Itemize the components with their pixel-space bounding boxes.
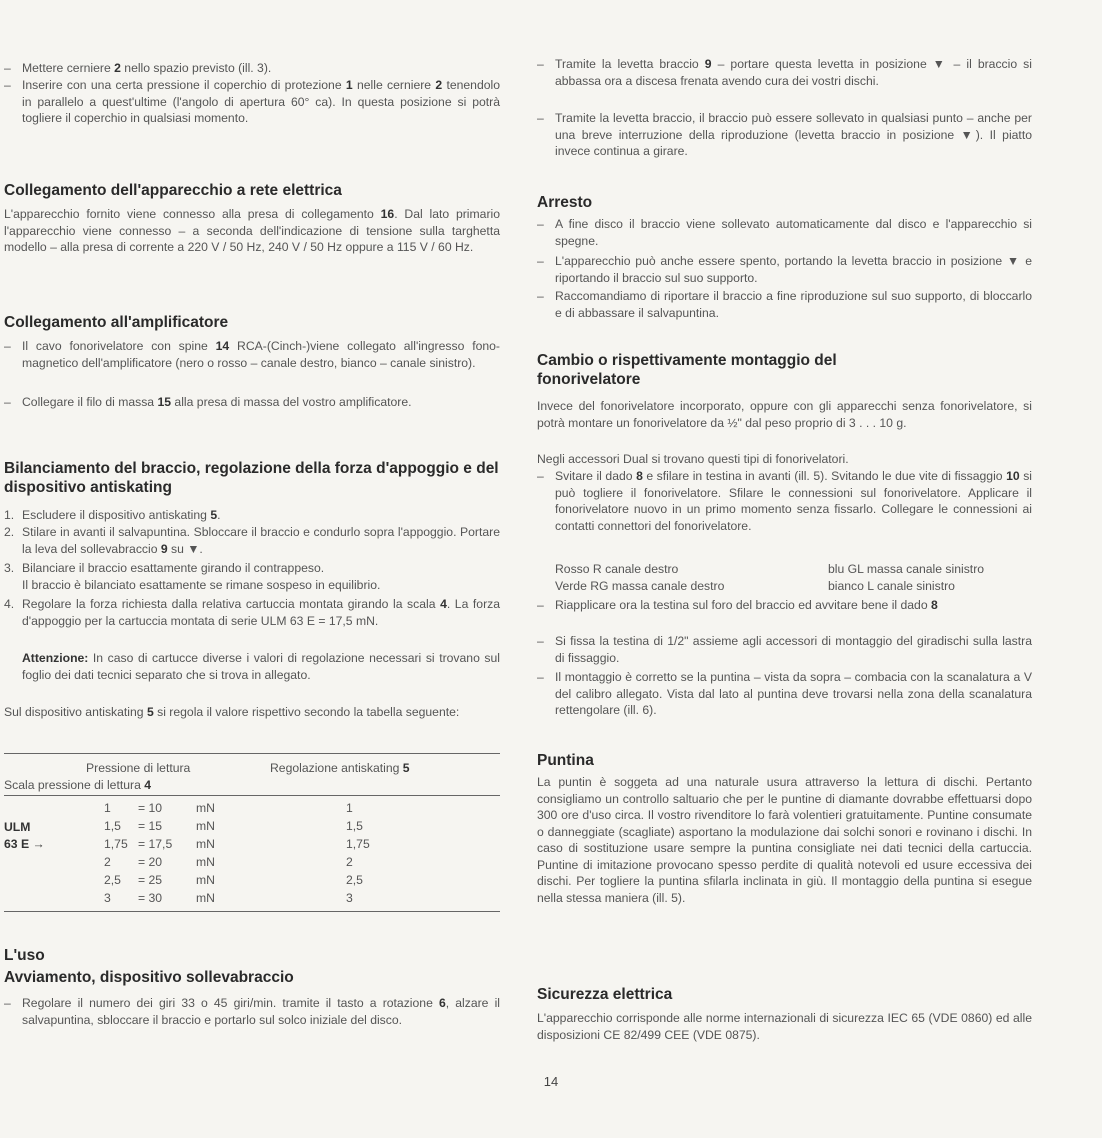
table-cell-force: = 17,5 — [138, 837, 173, 851]
antiskating-text: Sul dispositivo antiskating 5 si regola il valore rispettivo secondo la tabella seguente: — [4, 705, 460, 719]
table-cell-unit: mN — [196, 819, 215, 833]
table-cell-scale: 1 — [104, 801, 111, 815]
table-cell-antiskating: 1,5 — [346, 819, 363, 833]
heading-tonearm-balance: Bilanciamento del braccio, regolazione della forza d'appoggio e del dispositivo antiskating — [4, 460, 499, 496]
heading-amplifier-connection: Collegamento all'amplificatore — [4, 314, 229, 331]
table-cell-force: = 10 — [138, 801, 163, 815]
lift-lower-instruction: – Tramite la levetta braccio 9 – portare questa levetta in posizione ▼ – il braccio si abbassa ora a discesa frenata avendo cura dei vostri dischi. — [537, 56, 1032, 89]
table-header-scale: Scala pressione di lettura 4 — [4, 778, 152, 792]
table-cell-scale: 2 — [104, 855, 111, 869]
heading-startup: Avviamento, dispositivo sollevabraccio — [4, 969, 294, 986]
table-cell-unit: mN — [196, 891, 215, 905]
table-cell-scale: 3 — [104, 891, 111, 905]
table-cell-unit: mN — [196, 855, 215, 869]
table-cell-force: = 20 — [138, 855, 163, 869]
lift-raise-instruction: – Tramite la levetta braccio, il braccio può essere sollevato in qualsiasi punto – anche per una breve interruzione della riproduzione (levetta braccio in posizione ▼). Il piatto invece continua a girare. — [537, 110, 1032, 160]
table-cartridge-label: ULM — [4, 820, 31, 834]
electrical-safety-text: L'apparecchio corrisponde alle norme internazionali di sicurezza IEC 65 (VDE 0860) ed alle disposizioni CE 82/499 CEE (VDE 0875). — [537, 1011, 1032, 1042]
balance-step-4: 4. Regolare la forza richiesta dalla relativa cartuccia montata girando la scala 4. La forza d'appoggio per la cartuccia montata di serie ULM 63 E = 17,5 mN. — [4, 597, 501, 628]
table-header-antiskating: Regolazione antiskating 5 — [270, 761, 410, 775]
antiskating-table — [4, 753, 500, 913]
wire-white: bianco L canale sinistro — [828, 579, 955, 593]
mains-connection-text: L'apparecchio fornito viene connesso alla presa di collegamento 16. Dal lato primario l'apparecchio viene connesso – a seconda dell'indicazione di tensione sulla targhetta modello – alla presa di corrente a 220 V / 50 Hz, 240 V / 50 Hz oppure a 115 V / 60 Hz. — [4, 207, 500, 254]
table-cell-force: = 25 — [138, 873, 163, 887]
balance-step-1: 1. Escludere il dispositivo antiskating 5. — [4, 508, 221, 522]
stop-item: – L'apparecchio può anche essere spento, portando la levetta braccio in posizione ▼ e riportando il braccio sul suo supporto. — [537, 253, 1032, 286]
table-cell-unit: mN — [196, 873, 215, 887]
wire-green: Verde RG massa canale destro — [555, 579, 725, 593]
heading-use: L'uso — [4, 947, 45, 964]
table-rule-header — [4, 795, 500, 796]
wire-red: Rosso R canale destro — [555, 562, 679, 576]
cartridge-step-check: – Il montaggio è corretto se la puntina – vista da sopra – combacia con la scanalatura a V del calibro allegato. Vista dal lato al puntina deve trovarsi nella zona della scanalatura rettengolare (ill. 6). — [537, 669, 1032, 719]
table-cell-unit: mN — [196, 837, 215, 851]
table-cell-scale: 2,5 — [104, 873, 121, 887]
table-cell-force: = 15 — [138, 819, 163, 833]
cartridge-accessories-note: Negli accessori Dual si trovano questi tipi di fonorivelatori. — [537, 452, 849, 466]
heading-stop: Arresto — [537, 194, 593, 211]
table-cell-antiskating: 3 — [346, 891, 353, 905]
heading-mains-connection: Collegamento dell'apparecchio a rete elettrica — [4, 182, 342, 199]
page-number: 14 — [543, 1074, 559, 1089]
table-cell-scale: 1,75 — [104, 837, 128, 851]
instruction-hinges: – Mettere cerniere 2 nello spazio previsto (ill. 3). — [4, 60, 500, 77]
instruction-cover: – Inserire con una certa pressione il coperchio di protezione 1 nelle cerniere 2 tenendolo in parallelo a quest'ultime (l'angolo di apertura 60° ca). In questa posizione si potrà togliere il coperchio in qualsiasi momento. — [4, 77, 500, 127]
table-cell-unit: mN — [196, 801, 215, 815]
startup-instruction: – Regolare il numero dei giri 33 o 45 giri/min. tramite il tasto a rotazione 6, alzare il salvapuntina, sbloccare il braccio e portarlo sul solco iniziale del disco. — [4, 995, 500, 1028]
table-header-pressure: Pressione di lettura — [86, 761, 191, 775]
cartridge-step-reattach: – Riapplicare ora la testina sul foro del braccio ed avvitare bene il dado 8 — [537, 597, 1032, 614]
table-cell-antiskating: 1 — [346, 801, 353, 815]
attention-note: Attenzione: In caso di cartucce diverse i valori di regolazione necessari si trovano sul foglio dei dati tecnici separato che si trova in allegato. — [22, 651, 500, 682]
stop-item: – A fine disco il braccio viene sollevato automaticamente dal disco e l'apparecchio si spegne. — [537, 216, 1032, 249]
cartridge-step-remove: – Svitare il dado 8 e sfilare in testina in avanti (ill. 5). Svitando le due vite di fissaggio 10 si può togliere il fonorivelatore. Sfilare le connessioni sul fonorivelatore. Applicare il fonorivelatore nuovo in un primo momento senza fissarlo. Collegare le connessioni ai contatti connettori del fonorivelatore. — [537, 468, 1032, 534]
table-cartridge-model: 63 E → — [4, 837, 45, 851]
amplifier-item-ground: – Collegare il filo di massa 15 alla presa di massa del vostro amplificatore. — [4, 394, 500, 411]
table-cell-force: = 30 — [138, 891, 163, 905]
heading-stylus: Puntina — [537, 752, 594, 769]
table-cell-antiskating: 2,5 — [346, 873, 363, 887]
cartridge-step-mount: – Si fissa la testina di 1/2" assieme agli accessori di montaggio del giradischi sulla lastra di fissaggio. — [537, 633, 1032, 666]
balance-step-2: 2. Stilare in avanti il salvapuntina. Sbloccare il braccio e condurlo sopra l'appoggio. Portare la leva del sollevabraccio 9 su ▼. — [4, 525, 500, 556]
table-cell-antiskating: 2 — [346, 855, 353, 869]
balance-step-3: 3. Bilanciare il braccio esattamente girando il contrappeso. Il braccio è bilanciato esattamente se rimane sospeso in equilibrio. — [4, 561, 381, 592]
table-cell-antiskating: 1,75 — [346, 837, 370, 851]
heading-cartridge-change: Cambio o rispettivamente montaggio del fonorivelatore — [537, 352, 837, 388]
table-rule-top — [4, 753, 500, 754]
amplifier-item-cable: – Il cavo fonorivelatore con spine 14 RCA-(Cinch-)viene collegato all'ingresso fono-magnetico dell'amplificatore (nero o rosso – canale destro, bianco – canale sinistro). — [4, 338, 500, 371]
cartridge-change-intro: Invece del fonorivelatore incorporato, oppure con gli apparecchi senza fonorivelatore, si potrà montare un fonorivelatore da ½" dal peso proprio di 3 . . . 10 g. — [537, 399, 1032, 430]
stylus-text: La puntin è soggeta ad una naturale usura attraverso la lettura di dischi. Pertanto consigliamo un controllo saltuario che per le puntine di diamante dovrabbe effettuarsi dopo 300 ore d'uso circa. Il vostro rivenditore lo farà volentieri gratuitamente. Puntine consumate o danneggiate (scagliate) asportano la modulazione dai solchi sonori e rovinano i dischi. In caso di sostituzione usare sempre la puntina consigliate nei dati tecnici della cartuccia. Puntine di imitazione provocano spesso perdite di qualità notevoli ed usure eccessiva dei dischi. Per togliere la puntina sfilarla inclinata in giù. Il montaggio della puntina si esegue nella stessa maniera (ill. 5). — [537, 775, 1032, 905]
heading-electrical-safety: Sicurezza elettrica — [537, 986, 673, 1003]
stop-item: – Raccomandiamo di riportare il braccio a fine riproduzione sul suo supporto, di bloccarlo e di abbassare il salvapuntina. — [537, 288, 1032, 321]
wiring-legend — [555, 561, 1032, 595]
table-rule-bottom — [4, 911, 500, 912]
wire-blue: blu GL massa canale sinistro — [828, 562, 985, 576]
table-cell-scale: 1,5 — [104, 819, 121, 833]
